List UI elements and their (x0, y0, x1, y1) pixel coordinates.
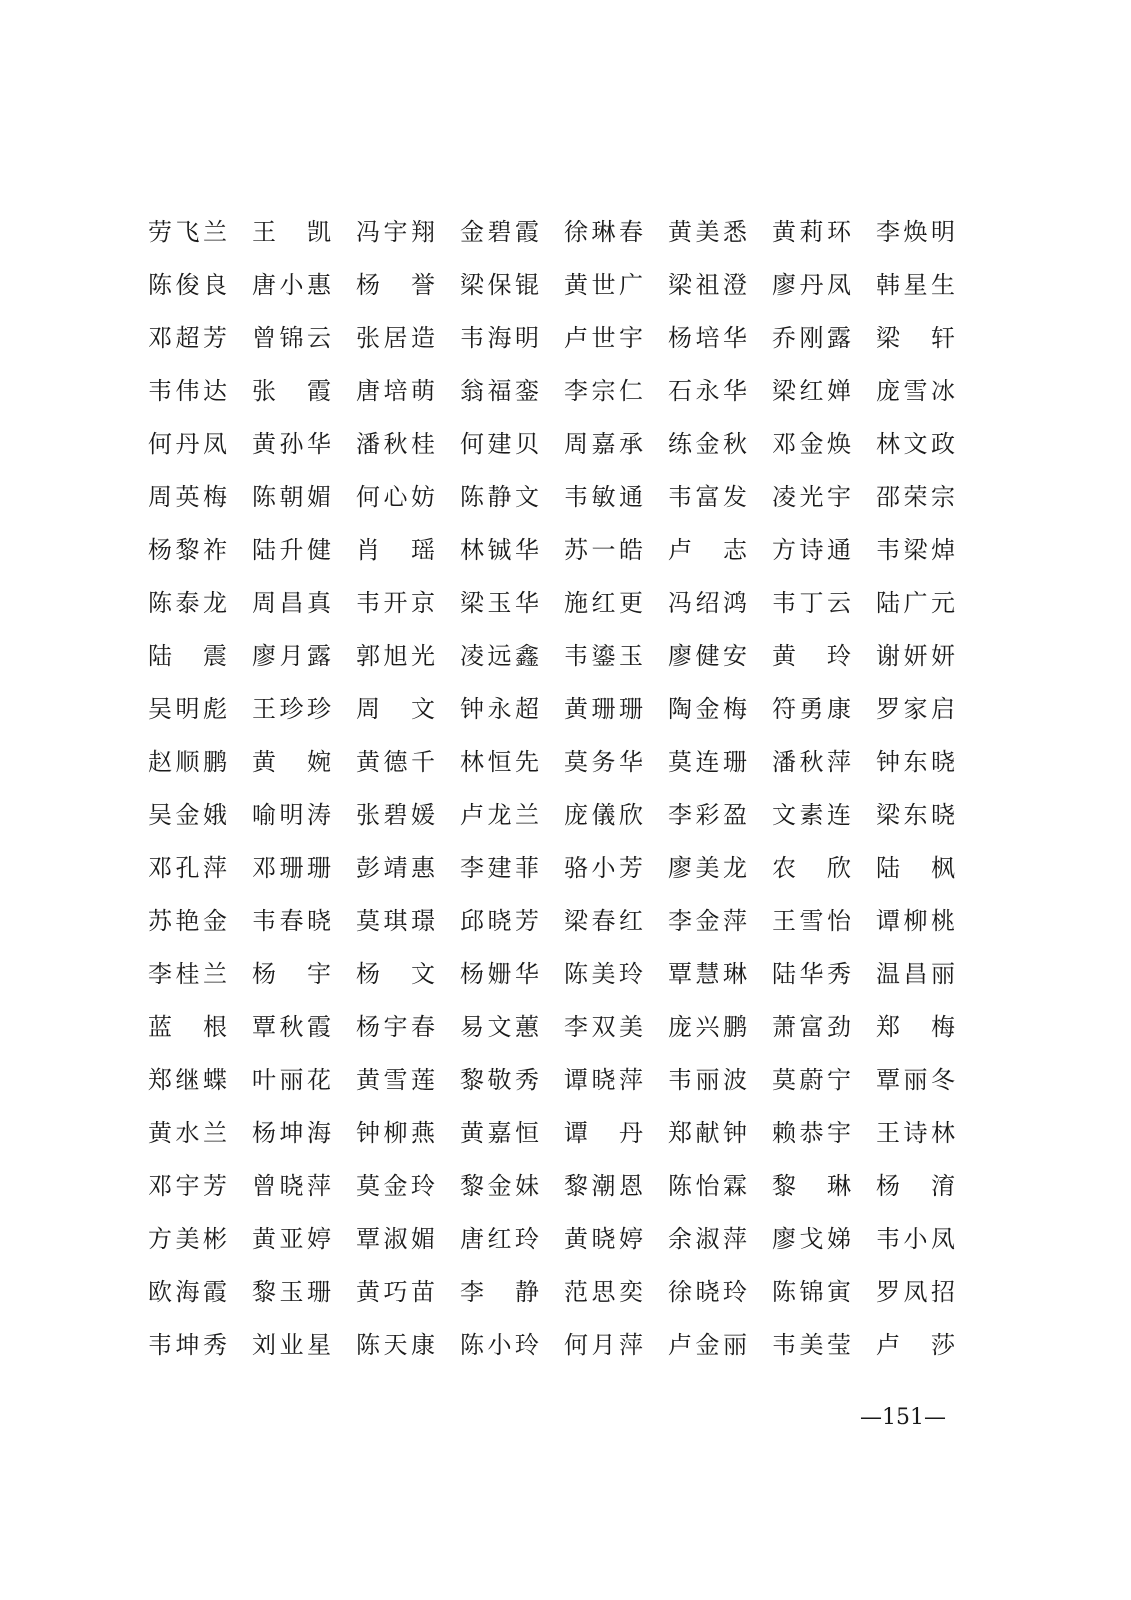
name-entry: 曾晓萍 (252, 1171, 332, 1200)
name-entry: 王 凯 (252, 217, 332, 246)
name-entry: 邓宇芳 (148, 1171, 228, 1200)
name-entry: 杨 誉 (356, 270, 436, 299)
name-entry: 廖健安 (668, 641, 748, 670)
name-entry: 凌光宇 (772, 482, 852, 511)
name-entry: 陈美玲 (564, 959, 644, 988)
name-entry: 李桂兰 (148, 959, 228, 988)
name-entry: 林恒先 (460, 747, 540, 776)
name-entry: 黄珊珊 (564, 694, 644, 723)
name-entry: 陆 枫 (876, 853, 956, 882)
name-entry: 黎潮恩 (564, 1171, 644, 1200)
name-entry: 陈怡霖 (668, 1171, 748, 1200)
name-entry: 徐晓玲 (668, 1277, 748, 1306)
name-entry: 文素连 (772, 800, 852, 829)
name-entry: 劳飞兰 (148, 217, 228, 246)
name-entry: 蓝 根 (148, 1012, 228, 1041)
name-entry: 肖 瑶 (356, 535, 436, 564)
name-entry: 黄嘉恒 (460, 1118, 540, 1147)
name-entry: 梁红婵 (772, 376, 852, 405)
name-entry: 杨培华 (668, 323, 748, 352)
name-entry: 苏艳金 (148, 906, 228, 935)
name-entry: 杨 文 (356, 959, 436, 988)
name-entry: 卢 莎 (876, 1330, 956, 1359)
name-entry: 冯绍鸿 (668, 588, 748, 617)
name-entry: 廖月露 (252, 641, 332, 670)
name-entry: 李彩盈 (668, 800, 748, 829)
name-entry: 何月萍 (564, 1330, 644, 1359)
name-row (148, 1106, 968, 1159)
name-row (148, 1318, 968, 1371)
name-entry: 邓孔萍 (148, 853, 228, 882)
name-entry: 莫连珊 (668, 747, 748, 776)
name-entry: 黎金妹 (460, 1171, 540, 1200)
name-entry: 杨 宇 (252, 959, 332, 988)
name-entry: 萧富劲 (772, 1012, 852, 1041)
name-entry: 王珍珍 (252, 694, 332, 723)
name-entry: 邵荣宗 (876, 482, 956, 511)
name-entry: 韦春晓 (252, 906, 332, 935)
name-entry: 周 文 (356, 694, 436, 723)
name-entry: 陶金梅 (668, 694, 748, 723)
name-entry: 凌远鑫 (460, 641, 540, 670)
name-entry: 何心妨 (356, 482, 436, 511)
name-entry: 卢龙兰 (460, 800, 540, 829)
name-row (148, 1000, 968, 1053)
name-entry: 黄孙华 (252, 429, 332, 458)
name-entry: 庞雪冰 (876, 376, 956, 405)
name-entry: 莫金玲 (356, 1171, 436, 1200)
name-entry: 吴明彪 (148, 694, 228, 723)
name-entry: 杨宇春 (356, 1012, 436, 1041)
name-entry: 廖戈娣 (772, 1224, 852, 1253)
name-entry: 谭 丹 (564, 1118, 644, 1147)
name-entry: 范思奕 (564, 1277, 644, 1306)
name-entry: 韦美莹 (772, 1330, 852, 1359)
name-entry: 陈小玲 (460, 1330, 540, 1359)
name-entry: 韦梁焯 (876, 535, 956, 564)
name-entry: 韦小凤 (876, 1224, 956, 1253)
name-entry: 喻明涛 (252, 800, 332, 829)
name-entry: 周嘉承 (564, 429, 644, 458)
name-row (148, 1159, 968, 1212)
name-entry: 邓珊珊 (252, 853, 332, 882)
name-entry: 李建菲 (460, 853, 540, 882)
name-entry: 农 欣 (772, 853, 852, 882)
name-entry: 苏一皓 (564, 535, 644, 564)
name-entry: 黄亚婷 (252, 1224, 332, 1253)
name-entry: 黄 婉 (252, 747, 332, 776)
name-entry: 莫琪璟 (356, 906, 436, 935)
name-list (148, 205, 968, 1371)
name-entry: 韦丽波 (668, 1065, 748, 1094)
page-number: —151— (860, 1405, 946, 1430)
name-entry: 韦敏通 (564, 482, 644, 511)
name-entry: 杨黎祚 (148, 535, 228, 564)
name-entry: 陈俊良 (148, 270, 228, 299)
name-entry: 郑继蝶 (148, 1065, 228, 1094)
name-entry: 温昌丽 (876, 959, 956, 988)
name-entry: 黄晓婷 (564, 1224, 644, 1253)
name-entry: 曾锦云 (252, 323, 332, 352)
name-entry: 杨 淯 (876, 1171, 956, 1200)
name-entry: 唐红玲 (460, 1224, 540, 1253)
name-entry: 覃秋霞 (252, 1012, 332, 1041)
name-entry: 卢世宇 (564, 323, 644, 352)
name-entry: 黄 玲 (772, 641, 852, 670)
name-entry: 陈锦寅 (772, 1277, 852, 1306)
name-entry: 郑献钟 (668, 1118, 748, 1147)
name-entry: 杨坤海 (252, 1118, 332, 1147)
name-entry: 莫蔚宁 (772, 1065, 852, 1094)
name-entry: 谢妍妍 (876, 641, 956, 670)
name-entry: 骆小芳 (564, 853, 644, 882)
name-entry: 莫务华 (564, 747, 644, 776)
name-entry: 郭旭光 (356, 641, 436, 670)
name-entry: 黄水兰 (148, 1118, 228, 1147)
name-entry: 翁福銮 (460, 376, 540, 405)
name-entry: 陈朝媚 (252, 482, 332, 511)
name-entry: 梁祖澄 (668, 270, 748, 299)
name-entry: 韦开京 (356, 588, 436, 617)
name-entry: 梁春红 (564, 906, 644, 935)
name-entry: 韩星生 (876, 270, 956, 299)
name-entry: 周昌真 (252, 588, 332, 617)
name-entry: 黄巧苗 (356, 1277, 436, 1306)
name-entry: 黄雪莲 (356, 1065, 436, 1094)
name-entry: 罗家启 (876, 694, 956, 723)
name-row (148, 205, 968, 258)
name-entry: 刘业星 (252, 1330, 332, 1359)
name-row (148, 629, 968, 682)
name-entry: 韦鎏玉 (564, 641, 644, 670)
name-entry: 石永华 (668, 376, 748, 405)
name-row (148, 735, 968, 788)
name-entry: 徐琳春 (564, 217, 644, 246)
name-row (148, 682, 968, 735)
name-entry: 施红更 (564, 588, 644, 617)
name-entry: 庞兴鹏 (668, 1012, 748, 1041)
name-entry: 潘秋萍 (772, 747, 852, 776)
name-row (148, 523, 968, 576)
name-entry: 林文政 (876, 429, 956, 458)
name-row (148, 841, 968, 894)
name-entry: 陆广元 (876, 588, 956, 617)
name-row (148, 470, 968, 523)
name-entry: 谭柳桃 (876, 906, 956, 935)
name-row (148, 364, 968, 417)
name-entry: 王雪怡 (772, 906, 852, 935)
name-entry: 乔刚露 (772, 323, 852, 352)
name-entry: 欧海霞 (148, 1277, 228, 1306)
name-entry: 方诗通 (772, 535, 852, 564)
name-entry: 廖丹凤 (772, 270, 852, 299)
name-entry: 钟柳燕 (356, 1118, 436, 1147)
name-entry: 陆华秀 (772, 959, 852, 988)
name-entry: 张碧媛 (356, 800, 436, 829)
name-entry: 邓金焕 (772, 429, 852, 458)
name-entry: 张居造 (356, 323, 436, 352)
name-entry: 廖美龙 (668, 853, 748, 882)
name-entry: 赖恭宇 (772, 1118, 852, 1147)
name-entry: 方美彬 (148, 1224, 228, 1253)
name-entry: 黄德千 (356, 747, 436, 776)
name-row (148, 947, 968, 1000)
name-entry: 黎敬秀 (460, 1065, 540, 1094)
name-entry: 易文蕙 (460, 1012, 540, 1041)
name-entry: 邱晓芳 (460, 906, 540, 935)
name-entry: 陈静文 (460, 482, 540, 511)
name-entry: 卢金丽 (668, 1330, 748, 1359)
name-entry: 何建贝 (460, 429, 540, 458)
name-entry: 庞儀欣 (564, 800, 644, 829)
name-entry: 黎玉珊 (252, 1277, 332, 1306)
name-entry: 黎 琳 (772, 1171, 852, 1200)
name-entry: 陈泰龙 (148, 588, 228, 617)
name-row (148, 258, 968, 311)
name-entry: 钟东晓 (876, 747, 956, 776)
name-entry: 陈天康 (356, 1330, 436, 1359)
name-entry: 王诗林 (876, 1118, 956, 1147)
name-entry: 黄美悉 (668, 217, 748, 246)
name-entry: 黄莉环 (772, 217, 852, 246)
name-entry: 罗凤招 (876, 1277, 956, 1306)
name-row (148, 1265, 968, 1318)
name-entry: 韦伟达 (148, 376, 228, 405)
name-entry: 谭晓萍 (564, 1065, 644, 1094)
name-entry: 李双美 (564, 1012, 644, 1041)
name-entry: 何丹凤 (148, 429, 228, 458)
name-entry: 李焕明 (876, 217, 956, 246)
name-row (148, 788, 968, 841)
name-entry: 唐培萌 (356, 376, 436, 405)
name-entry: 彭靖惠 (356, 853, 436, 882)
name-entry: 赵顺鹏 (148, 747, 228, 776)
name-entry: 林铖华 (460, 535, 540, 564)
name-row (148, 311, 968, 364)
name-entry: 钟永超 (460, 694, 540, 723)
name-entry: 李金萍 (668, 906, 748, 935)
name-entry: 周英梅 (148, 482, 228, 511)
name-entry: 梁东晓 (876, 800, 956, 829)
name-entry: 覃慧琳 (668, 959, 748, 988)
name-row (148, 1212, 968, 1265)
name-entry: 梁玉华 (460, 588, 540, 617)
name-entry: 韦富发 (668, 482, 748, 511)
name-row (148, 894, 968, 947)
name-entry: 梁保锟 (460, 270, 540, 299)
name-entry: 韦海明 (460, 323, 540, 352)
name-entry: 陆 震 (148, 641, 228, 670)
name-entry: 陆升健 (252, 535, 332, 564)
name-row (148, 1053, 968, 1106)
name-entry: 唐小惠 (252, 270, 332, 299)
name-entry: 金碧霞 (460, 217, 540, 246)
name-entry: 余淑萍 (668, 1224, 748, 1253)
name-row (148, 417, 968, 470)
name-entry: 潘秋桂 (356, 429, 436, 458)
name-entry: 邓超芳 (148, 323, 228, 352)
name-entry: 冯宇翔 (356, 217, 436, 246)
name-entry: 吴金娥 (148, 800, 228, 829)
name-entry: 梁 轩 (876, 323, 956, 352)
name-entry: 卢 志 (668, 535, 748, 564)
name-entry: 李宗仁 (564, 376, 644, 405)
name-entry: 黄世广 (564, 270, 644, 299)
name-entry: 练金秋 (668, 429, 748, 458)
name-entry: 郑 梅 (876, 1012, 956, 1041)
name-entry: 张 霞 (252, 376, 332, 405)
name-entry: 覃丽冬 (876, 1065, 956, 1094)
name-entry: 韦丁云 (772, 588, 852, 617)
name-row (148, 576, 968, 629)
name-entry: 李 静 (460, 1277, 540, 1306)
name-entry: 符勇康 (772, 694, 852, 723)
name-entry: 叶丽花 (252, 1065, 332, 1094)
name-entry: 覃淑媚 (356, 1224, 436, 1253)
name-entry: 杨姗华 (460, 959, 540, 988)
name-entry: 韦坤秀 (148, 1330, 228, 1359)
